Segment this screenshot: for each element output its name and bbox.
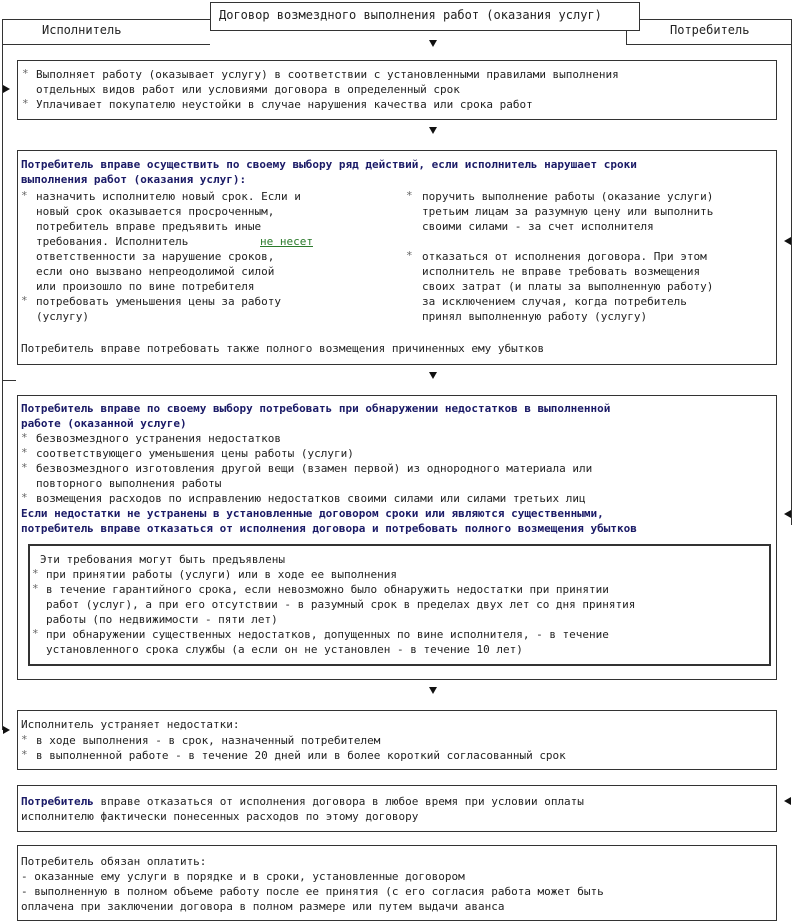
- box6-head: Потребитель обязан оплатить:: [21, 855, 207, 868]
- arrow-right-icon: [3, 726, 10, 734]
- bullet-star-icon: *: [21, 294, 28, 307]
- right-spine-line: [791, 20, 792, 525]
- bullet-star-icon: *: [32, 567, 39, 580]
- not-liable-link: не несет: [260, 235, 313, 248]
- box3-item: безвозмездного изготовления другой вещи (взамен первой) из однородного материала или: [36, 462, 593, 475]
- claims-timing-line: при обнаружении существенных недостатков, допущенных по вине исполнителя, - в течение: [46, 628, 609, 641]
- bullet-star-icon: *: [32, 582, 39, 595]
- defects-rights-box: [17, 395, 777, 680]
- claims-timing-line: работы (по недвижимости - пяти лет): [46, 613, 278, 626]
- header-right-divider: [626, 31, 627, 45]
- bullet-star-icon: *: [22, 97, 29, 110]
- box2-right-line: за исключением случая, когда потребитель: [422, 295, 687, 308]
- bullet-star-icon: *: [21, 446, 28, 459]
- claims-timing-line: работ (услуг), а при его отсутствии - в разумный срок в пределах двух лет со дня принятия: [46, 598, 636, 611]
- box2-right-line: принял выполненную работу (услугу): [422, 310, 648, 323]
- arrow-left-icon: [784, 237, 791, 245]
- box2-title: выполнения работ (оказания услуг):: [21, 173, 247, 186]
- box2-right-line: отказаться от исполнения договора. При этом: [422, 250, 707, 263]
- box3-item: безвозмездного устранения недостатков: [36, 432, 282, 445]
- bullet-star-icon: *: [22, 67, 29, 80]
- bullet-star-icon: *: [21, 189, 28, 202]
- box3-item: возмещения расходов по исправлению недостатков своими силами или силами третьих лиц: [36, 492, 586, 505]
- consumer-payment-box: [17, 845, 777, 921]
- box3-title: Потребитель вправе по своему выбору потребовать при обнаружении недостатков в выполненной: [21, 402, 611, 415]
- box4-head: Исполнитель устраняет недостатки:: [21, 718, 240, 731]
- executor-duties-box: [17, 60, 777, 120]
- box5-line: [21, 794, 584, 809]
- arrow-left-icon: [784, 510, 791, 518]
- box2-right-line: исполнитель не вправе требовать возмещения: [422, 265, 701, 278]
- header-left-underline: [2, 44, 210, 45]
- claims-timing-head: Эти требования могут быть предъявлены: [40, 553, 286, 566]
- bullet-star-icon: *: [406, 249, 413, 262]
- arrow-down-icon: [429, 687, 437, 694]
- claims-timing-line: в течение гарантийного срока, если невозможно было обнаружить недостатки при принятии: [46, 583, 609, 596]
- header-title-box: [210, 2, 640, 31]
- box3-bold-line: Если недостатки не устранены в установленные договором сроки или являются существенными,: [21, 507, 604, 520]
- box2-left-line: потребовать уменьшения цены за работу: [36, 295, 282, 308]
- box5-bold: Потребитель: [21, 795, 94, 808]
- bullet-star-icon: *: [21, 491, 28, 504]
- box2-left-line: или произошло по вине потребителя: [36, 280, 255, 293]
- consumer-refusal-box: [17, 785, 777, 832]
- arrow-down-icon: [429, 40, 437, 47]
- bullet-star-icon: *: [21, 461, 28, 474]
- bullet-star-icon: *: [406, 189, 413, 202]
- arrow-left-icon: [784, 797, 791, 805]
- bullet-star-icon: *: [21, 733, 28, 746]
- bullet-star-icon: *: [21, 748, 28, 761]
- box2-footer: Потребитель вправе потребовать также полного возмещения причиненных ему убытков: [21, 342, 545, 355]
- delay-rights-box: [17, 150, 777, 365]
- left-top-line: [2, 19, 210, 20]
- box6-line: - выполненную в полном объеме работу после ее принятия (с его согласия работа может быть: [21, 885, 604, 898]
- box2-left-line: назначить исполнителю новый срок. Если и: [36, 190, 301, 203]
- box2-right-line: третьим лицам за разумную цену или выполнить: [422, 205, 714, 218]
- box2-right-line: своими силами - за счет исполнителя: [422, 220, 654, 233]
- box4-item: в выполненной работе - в течение 20 дней или в более короткий согласованный срок: [36, 749, 566, 762]
- box3-title: работе (оказанной услуге): [21, 417, 187, 430]
- box2-left-line: новый срок оказывается просроченным,: [36, 205, 275, 218]
- box5-rest: вправе отказаться от исполнения договора в любое время при условии оплаты: [93, 795, 584, 808]
- header-right-underline: [626, 44, 791, 45]
- box2-left-line: если оно вызвано непреодолимой силой: [36, 265, 275, 278]
- box1-line: отдельных видов работ или условиями договора в определенный срок: [36, 83, 460, 96]
- bullet-star-icon: *: [32, 627, 39, 640]
- box2-right-line: поручить выполнение работы (оказание услуги): [422, 190, 714, 203]
- box3-item: повторного выполнения работы: [36, 477, 222, 490]
- box2-left-line: ответственности за нарушение сроков,: [36, 250, 275, 263]
- box4-item: в ходе выполнения - в срок, назначенный потребителем: [36, 734, 381, 747]
- page-title: Договор возмездного выполнения работ (оказания услуг): [219, 8, 602, 22]
- claims-timing-line: при принятии работы (услуги) или в ходе ее выполнения: [46, 568, 397, 581]
- left-spine-line: [2, 20, 3, 730]
- bullet-star-icon: *: [21, 431, 28, 444]
- header-right-label: Потребитель: [670, 23, 750, 37]
- box2-title: Потребитель вправе осуществить по своему выбору ряд действий, если исполнитель нарушает сроки: [21, 158, 637, 171]
- box2-left-line: (услугу): [36, 310, 89, 323]
- box2-right-line: своих затрат (и платы за выполненную работу): [422, 280, 714, 293]
- box1-line: Уплачивает покупателю неустойки в случае нарушения качества или срока работ: [36, 98, 533, 111]
- claims-timing-line: установленного срока службы (а если он не установлен - в течение 10 лет): [46, 643, 523, 656]
- box2-left-line: требования. Исполнитель: [36, 235, 189, 248]
- right-top-line: [640, 19, 792, 20]
- box5-line: исполнителю фактически понесенных расходов по этому договору: [21, 810, 419, 823]
- box6-line: оплачена при заключении договора в полном размере или путем выдачи аванса: [21, 900, 505, 913]
- box3-bold-line: потребитель вправе отказаться от исполнения договора и потребовать полного возмещения убытков: [21, 522, 637, 535]
- box1-line: Выполняет работу (оказывает услугу) в соответствии с установленными правилами выполнения: [36, 68, 619, 81]
- box3-item: соответствующего уменьшения цены работы (услуги): [36, 447, 354, 460]
- box6-line: - оказанные ему услуги в порядке и в сроки, установленные договором: [21, 870, 465, 883]
- executor-fixes-box: [17, 710, 777, 770]
- header-left-label: Исполнитель: [42, 23, 122, 37]
- arrow-right-icon: [3, 85, 10, 93]
- arrow-down-icon: [429, 127, 437, 134]
- left-mid-line: [2, 380, 16, 381]
- claims-timing-box: [28, 544, 771, 666]
- arrow-down-icon: [429, 372, 437, 379]
- box2-left-line: потребитель вправе предъявить иные: [36, 220, 262, 233]
